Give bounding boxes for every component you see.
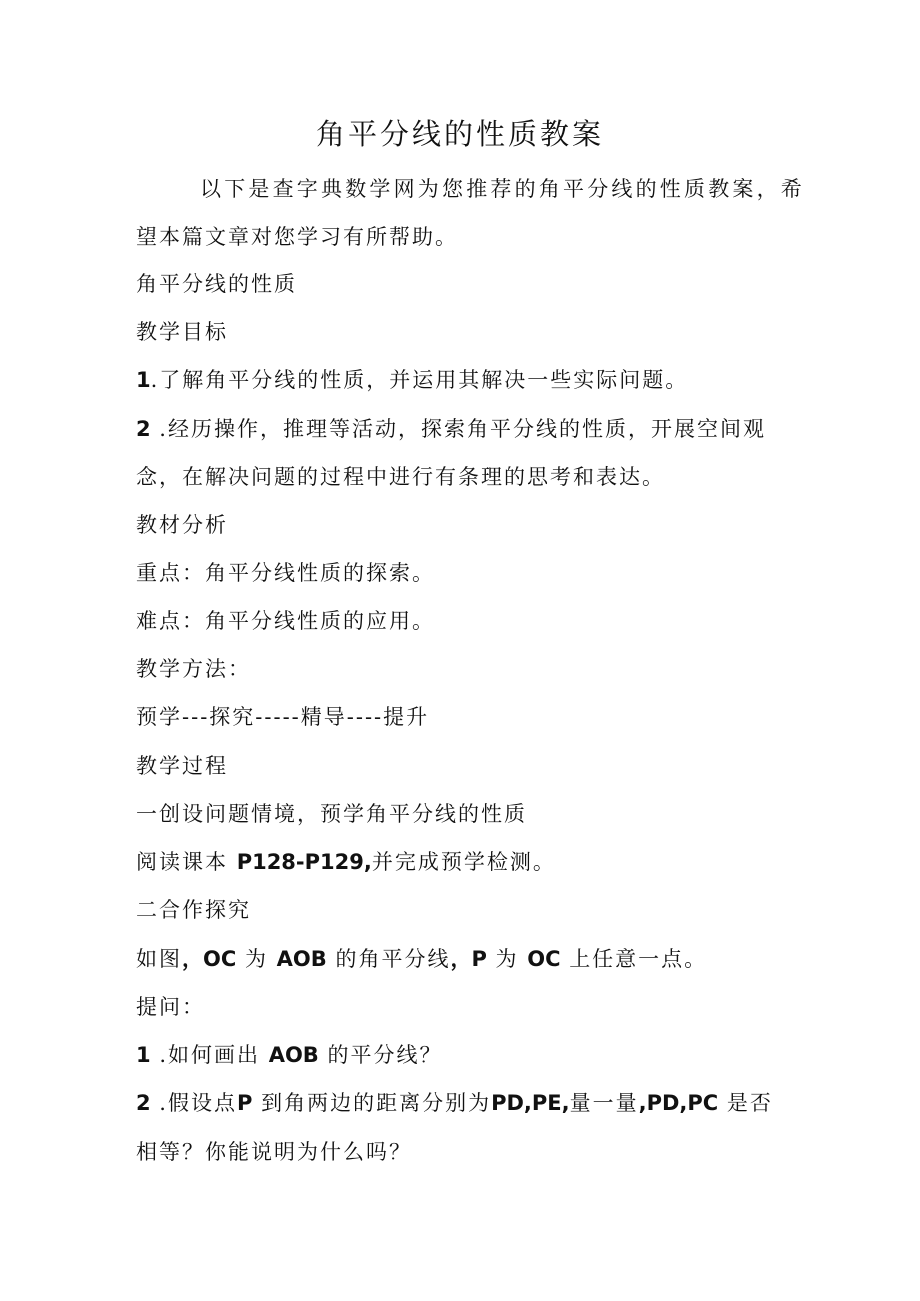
goal-item-2-line-2: 念，在解决问题的过程中进行有条理的思考和表达。 [136,465,665,489]
question-1-pre: .如何画出 [159,1043,260,1067]
figure-oc-2: OC [527,947,561,971]
figure-comma-2: ， [450,947,472,971]
question-2-line-2: 相等？你能说明为什么吗？ [136,1140,412,1164]
question-2-number: 2 [136,1091,151,1115]
figure-comma-1: ， [182,947,203,971]
question-1 [136,1038,443,1072]
question-1-number: 1 [136,1043,151,1067]
question-2-pd-pe: PD,PE, [491,1091,570,1115]
goal-item-2-line-1 [136,412,766,446]
figure-text-mid-3: 为 [495,947,519,971]
difficult-point: 难点：角平分线性质的应用。 [136,609,435,633]
step-1-pages: P128-P129, [236,850,372,874]
question-2-pre: .假设点 [150,1091,237,1115]
figure-p: P [471,947,487,971]
question-2-line-1 [136,1086,773,1120]
method-heading: 教学方法： [136,657,251,681]
question-1-post: 的平分线？ [327,1043,443,1067]
question-heading: 提问： [136,995,205,1019]
question-2-mid-2: 量一量 [569,1091,639,1115]
section-subtitle: 角平分线的性质 [136,272,297,296]
figure-text-post: 上任意一点。 [569,947,708,971]
figure-text-mid-1: 为 [244,947,268,971]
intro-paragraph-line-2: 望本篇文章对您学习有所帮助。 [136,225,458,249]
question-2-mid: 到角两边的距离分别为 [261,1091,492,1115]
method-text: 预学---探究-----精导----提升 [136,705,430,729]
goal-1-text: .了解角平分线的性质，并运用其解决一些实际问题。 [150,368,689,392]
step-1-heading: 一创设问题情境，预学角平分线的性质 [136,802,527,826]
question-2-post: 是否 [726,1091,773,1115]
document-title: 角平分线的性质教案 [315,117,604,151]
goals-heading: 教学目标 [136,320,228,344]
figure-oc-1: OC [203,947,237,971]
step-1-text-pre: 阅读课本 [136,850,228,874]
question-1-aob: AOB [268,1043,319,1067]
question-2-p: P [236,1091,253,1115]
step-1-text [136,845,556,879]
question-2-pd-pc: ,PD,PC [638,1091,719,1115]
figure-description [136,942,707,976]
process-heading: 教学过程 [136,754,228,778]
goal-item-1 [136,363,688,397]
figure-text-mid-2: 的角平分线 [335,947,451,971]
intro-paragraph-line-1: 以下是查字典数学网为您推荐的角平分线的性质教案，希 [200,177,805,201]
figure-aob: AOB [276,947,327,971]
key-point: 重点：角平分线性质的探索。 [136,561,435,585]
analysis-heading: 教材分析 [136,513,228,537]
step-1-text-post: 并完成预学检测。 [371,850,556,874]
step-2-heading: 二合作探究 [136,898,251,922]
goal-1-number: 1 [136,368,151,392]
goal-2-number: 2 [136,417,151,441]
goal-2-text-line-1: .经历操作，推理等活动，探索角平分线的性质，开展空间观 [150,417,766,441]
figure-text-pre: 如图 [136,947,182,971]
